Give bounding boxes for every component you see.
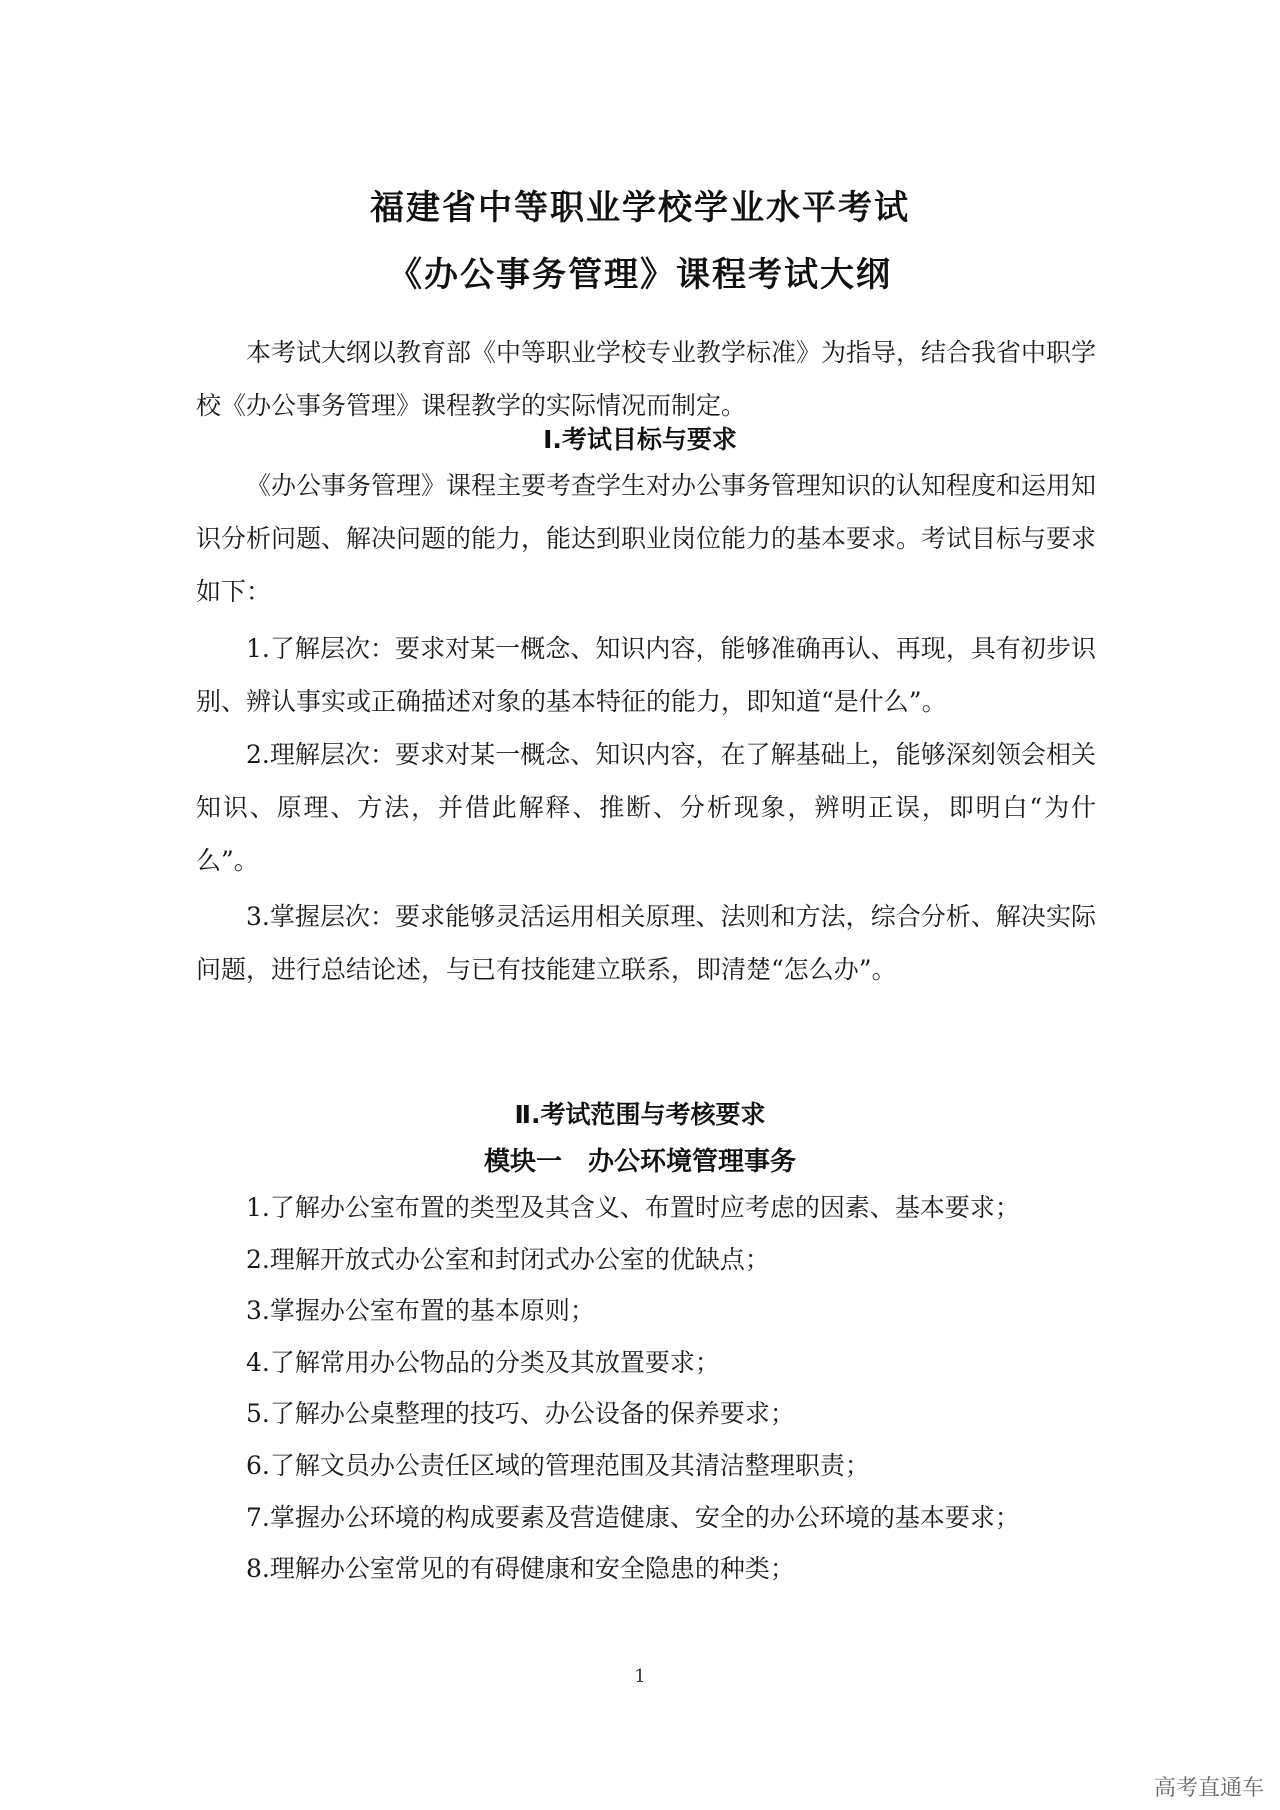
list-item: 8.理解办公室常见的有碍健康和安全隐患的种类； <box>246 1554 795 1584</box>
section2-heading: Ⅱ.考试范围与考核要求 <box>514 1100 766 1129</box>
list-item: 1.了解办公室布置的类型及其含义、布置时应考虑的因素、基本要求； <box>246 1193 1020 1222</box>
section1-heading: Ⅰ.考试目标与要求 <box>543 425 737 454</box>
section1-paragraph-intro: 《办公事务管理》课程主要考查学生对办公事务管理知识的认知程度和运用知识分析问题、解决问题的能力，能达到职业岗位能力的基本要求。考试目标与要求如下： <box>196 471 1097 606</box>
list-item: 6.了解文员办公责任区域的管理范围及其清洁整理职责； <box>246 1450 870 1480</box>
page-number: 1 <box>634 1666 646 1687</box>
section1-paragraph-level2: 2.理解层次：要求对某一概念、知识内容，在了解基础上，能够深刻领会相关知识、原理、方法，并借此解释、推断、分析现象，辨明正误，即明白“为什么”。 <box>196 740 1096 875</box>
module-title: 模块一 办公环境管理事务 <box>483 1147 796 1177</box>
module-requirements-list <box>246 1182 1020 1595</box>
list-item: 5.了解办公桌整理的技巧、办公设备的保养要求； <box>246 1399 795 1429</box>
list-item: 7.掌握办公环境的构成要素及营造健康、安全的办公环境的基本要求； <box>246 1502 1020 1532</box>
document-title-line2: 《办公事务管理》课程考试大纲 <box>388 255 892 295</box>
watermark-text: 高考直通车 <box>1153 1776 1264 1801</box>
section1-paragraph-level3: 3.掌握层次：要求能够灵活运用相关原理、法则和方法，综合分析、解决实际问题，进行总结论述，与已有技能建立联系，即清楚“怎么办”。 <box>196 902 1096 984</box>
list-item: 3.掌握办公室布置的基本原则； <box>246 1296 595 1326</box>
list-item: 2.理解开放式办公室和封闭式办公室的优缺点； <box>246 1244 770 1274</box>
section1-paragraph-level1: 1.了解层次：要求对某一概念、知识内容，能够准确再认、再现，具有初步识别、辨认事实或正确描述对象的基本特征的能力，即知道“是什么”。 <box>196 634 1096 716</box>
intro-paragraph: 本考试大纲以教育部《中等职业学校专业教学标准》为指导，结合我省中职学校《办公事务管理》课程教学的实际情况而制定。 <box>196 338 1097 420</box>
list-item: 4.了解常用办公物品的分类及其放置要求； <box>246 1347 720 1377</box>
document-title-line1: 福建省中等职业学校学业水平考试 <box>370 188 910 228</box>
